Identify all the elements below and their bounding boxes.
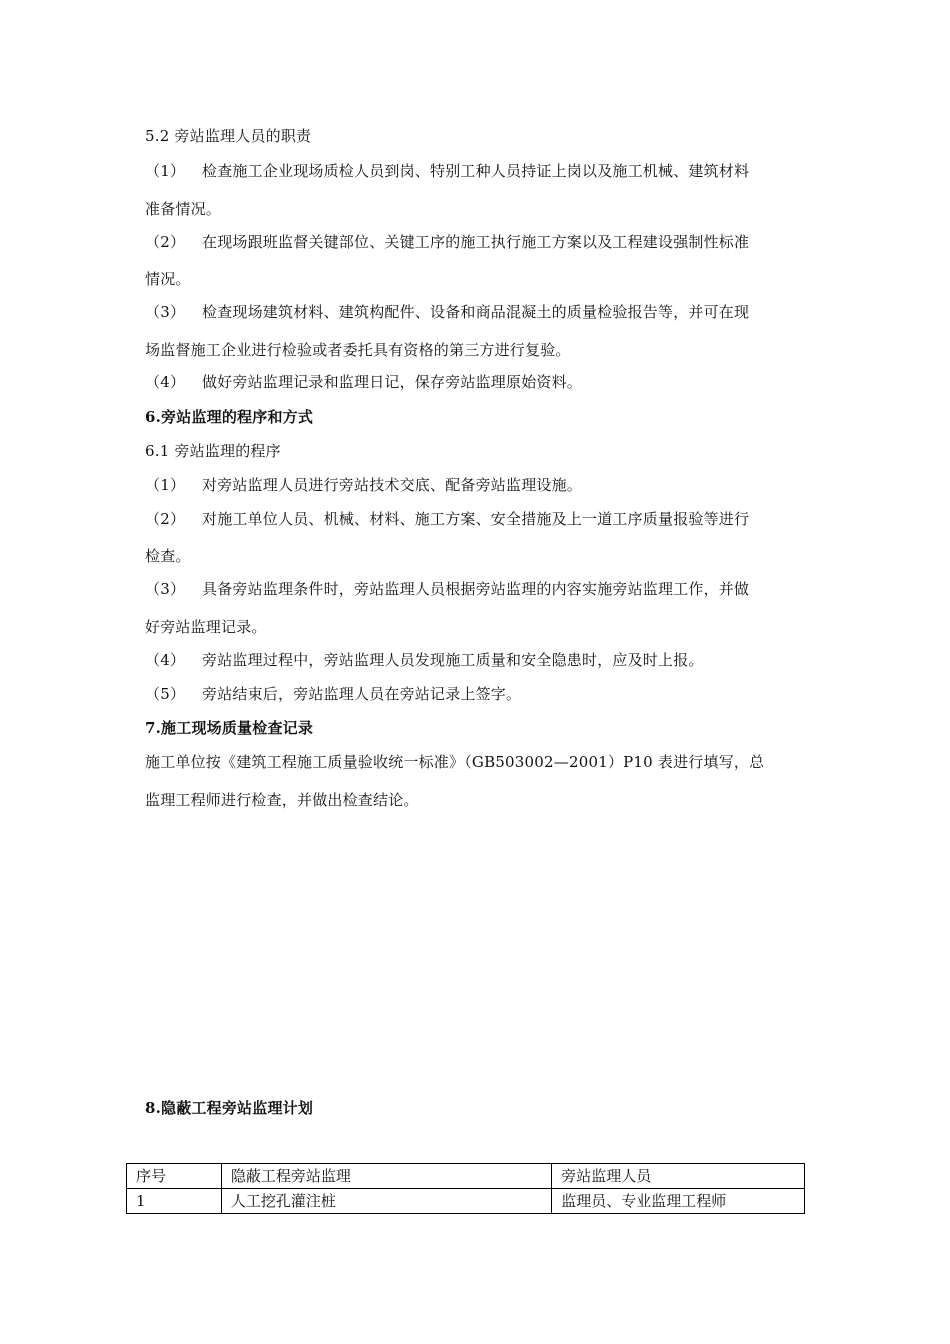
item-number: （1） (145, 162, 186, 180)
header-cell-index: 序号 (127, 1164, 222, 1189)
sec61-item-2-line-1 (145, 509, 749, 529)
item-text: 旁站结束后，旁站监理人员在旁站记录上签字。 (202, 685, 522, 703)
sec52-item-2-line-2: 情况。 (145, 270, 191, 288)
item-number: （2） (145, 233, 186, 251)
sec7-title: 7.施工现场质量检查记录 (145, 719, 314, 737)
item-text: 检查现场建筑材料、建筑构配件、设备和商品混凝土的质量检验报告等，并可在现 (202, 303, 750, 321)
item-text: 检查施工企业现场质检人员到岗、特别工种人员持证上岗以及施工机械、建筑材料 (202, 162, 750, 180)
sec61-title: 6.1 旁站监理的程序 (145, 442, 281, 460)
cell-index: 1 (127, 1189, 222, 1214)
sec52-item-4 (145, 372, 582, 392)
sec6-title: 6.旁站监理的程序和方式 (145, 408, 314, 426)
sec7-paragraph-line-2: 监理工程师进行检查，并做出检查结论。 (145, 791, 419, 809)
item-text: 旁站监理过程中，旁站监理人员发现施工质量和安全隐患时，应及时上报。 (202, 651, 704, 669)
item-number: （3） (145, 580, 186, 598)
sec61-item-3-line-2: 好旁站监理记录。 (145, 618, 267, 636)
sec52-item-2-line-1 (145, 232, 749, 252)
sec8-title: 8.隐蔽工程旁站监理计划 (145, 1099, 314, 1117)
header-cell-staff: 旁站监理人员 (552, 1164, 805, 1189)
sec61-item-5 (145, 684, 521, 704)
sec52-item-1-line-1 (145, 161, 749, 181)
item-text: 对施工单位人员、机械、材料、施工方案、安全措施及上一道工序质量报验等进行 (202, 510, 750, 528)
sec61-item-3-line-1 (145, 579, 749, 599)
item-number: （4） (145, 373, 186, 391)
sec52-item-3-line-1 (145, 302, 749, 322)
sec61-item-1 (145, 475, 582, 495)
item-text: 具备旁站监理条件时，旁站监理人员根据旁站监理的内容实施旁站监理工作，并做 (202, 580, 750, 598)
sec7-paragraph-line-1: 施工单位按《建筑工程施工质量验收统一标准》（GB503002—2001）P10 表进行填写，总 (145, 753, 765, 771)
sec61-item-2-line-2: 检查。 (145, 547, 191, 565)
table-header-row (127, 1164, 805, 1189)
item-number: （2） (145, 510, 186, 528)
supervision-plan-table (126, 1163, 805, 1214)
item-number: （4） (145, 651, 186, 669)
cell-staff: 监理员、专业监理工程师 (552, 1189, 805, 1214)
item-number: （1） (145, 476, 186, 494)
sec52-title: 5.2 旁站监理人员的职责 (145, 127, 312, 145)
sec52-item-3-line-2: 场监督施工企业进行检验或者委托具有资格的第三方进行复验。 (145, 341, 571, 359)
item-number: （3） (145, 303, 186, 321)
sec61-item-4 (145, 650, 704, 670)
item-text: 做好旁站监理记录和监理日记，保存旁站监理原始资料。 (202, 373, 583, 391)
sec52-item-1-line-2: 准备情况。 (145, 200, 222, 218)
cell-item: 人工挖孔灌注桩 (221, 1189, 551, 1214)
item-text: 在现场跟班监督关键部位、关键工序的施工执行施工方案以及工程建设强制性标准 (202, 233, 750, 251)
header-cell-item: 隐蔽工程旁站监理 (221, 1164, 551, 1189)
item-number: （5） (145, 685, 186, 703)
table-row (127, 1189, 805, 1214)
item-text: 对旁站监理人员进行旁站技术交底、配备旁站监理设施。 (202, 476, 583, 494)
